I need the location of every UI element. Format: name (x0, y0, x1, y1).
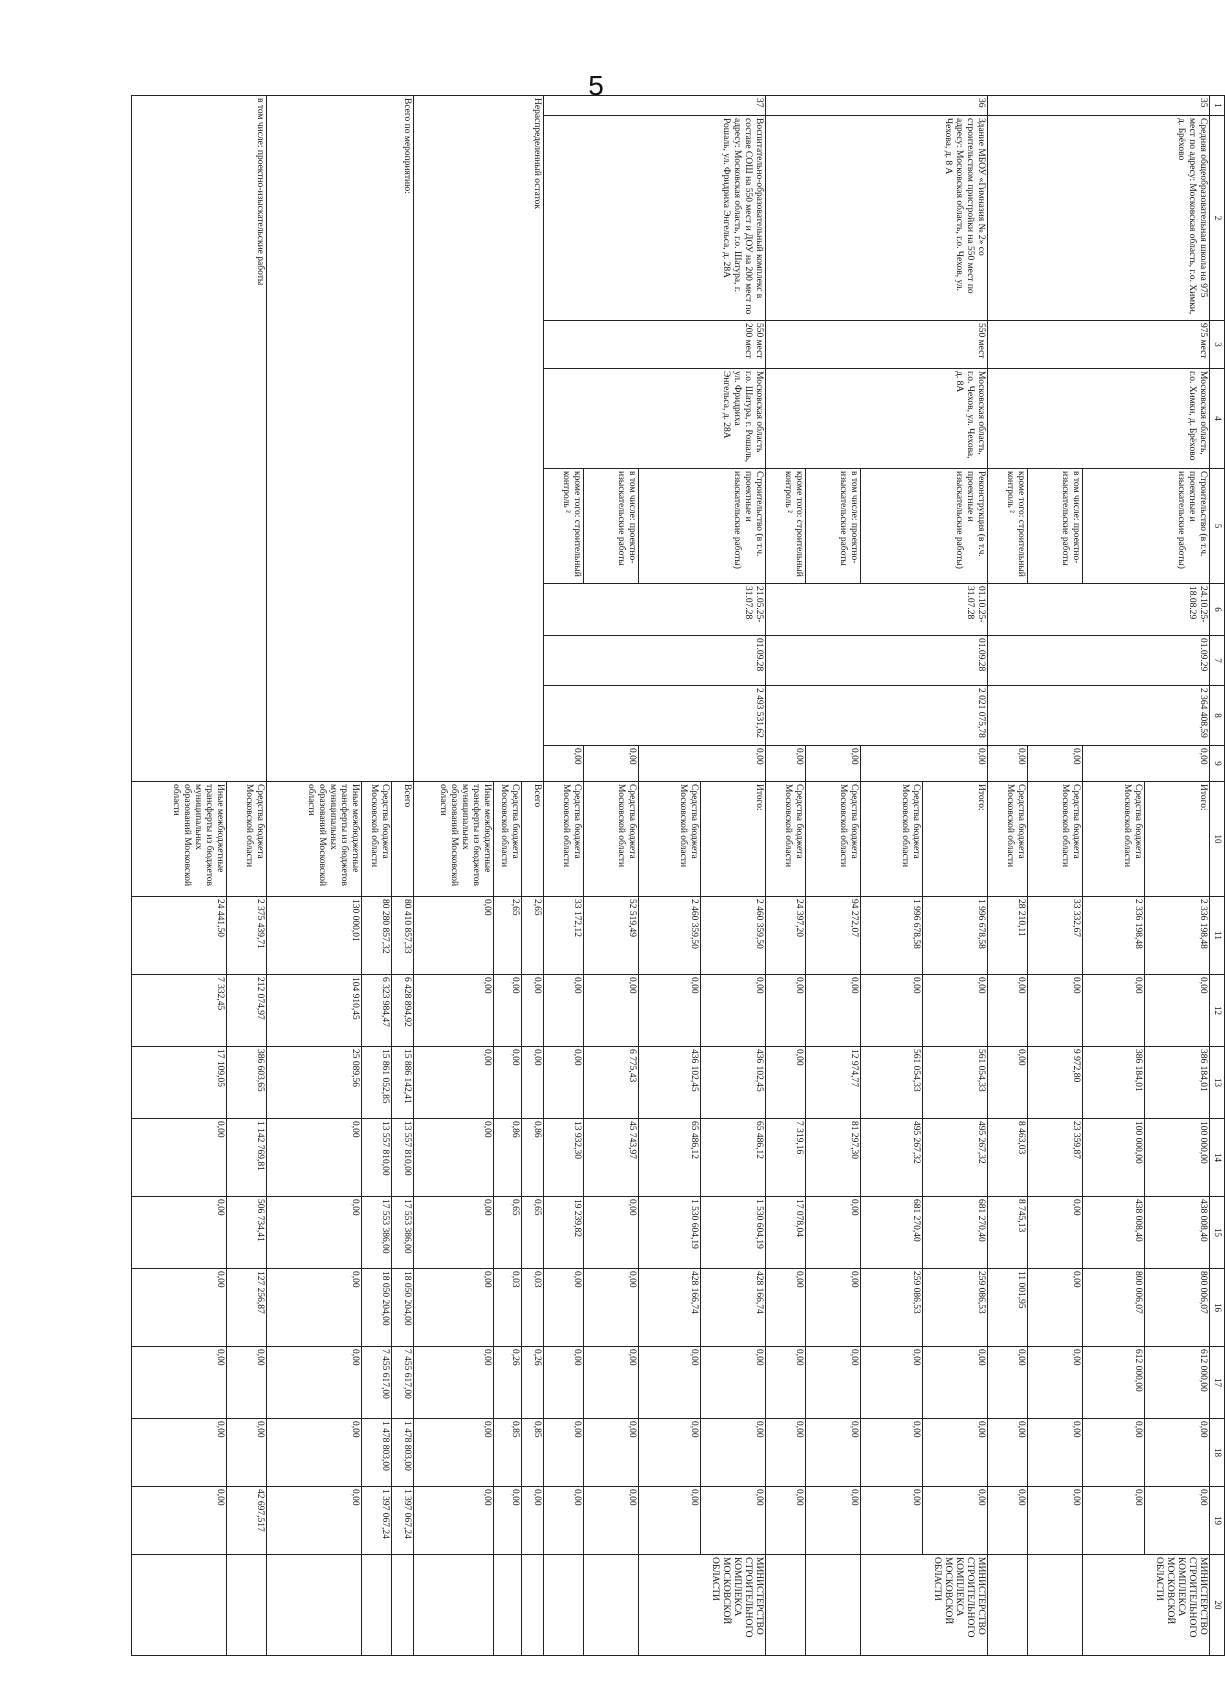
amount-cell: 0,65 (494, 1197, 522, 1269)
work-type: Реконструкция (в т.ч. проектные и изыскательские работы) (861, 469, 988, 584)
amount-cell: 0,00 (584, 1347, 639, 1419)
amount-cell: 0,00 (988, 1347, 1028, 1419)
funding-source: Средства бюджета Московской области (766, 782, 806, 897)
funding-source: Иные межбюджетные трансферты из бюджетов муниципальных образований Московской области (414, 782, 494, 897)
financed-amount: 0,00 (988, 746, 1028, 782)
amount-cell: 0,00 (132, 1269, 227, 1347)
amount-cell: 0,26 (522, 1347, 544, 1419)
amount-cell: 0,00 (494, 1487, 522, 1555)
amount-cell: 0,00 (806, 1487, 861, 1555)
amount-cell: 0,00 (766, 1487, 806, 1555)
amount-cell: 104 910,45 (267, 975, 362, 1047)
amount-cell: 6 775,43 (584, 1047, 639, 1119)
amount-cell: 2 336 198,48 (1145, 897, 1210, 975)
amount-cell: 24 441,50 (132, 897, 227, 975)
funding-source: Всего (522, 782, 544, 897)
funding-source: Средства бюджета Московской области (494, 782, 522, 897)
object-capacity: 550 мест 200 мест (544, 321, 766, 369)
amount-cell: 130 000,01 (267, 897, 362, 975)
empty-cell (392, 1555, 414, 1656)
amount-cell: 0,00 (988, 1487, 1028, 1555)
amount-cell: 28 210,11 (988, 897, 1028, 975)
financed-amount: 0,00 (861, 746, 988, 782)
amount-cell: 0,00 (494, 975, 522, 1047)
summary-row (522, 96, 544, 1656)
opening-date: 01.09.29 (988, 636, 1210, 686)
amount-cell: 19 239,82 (544, 1197, 584, 1269)
header-cell: 15 (1210, 1197, 1225, 1269)
amount-cell: 45 743,97 (584, 1119, 639, 1197)
amount-cell: 1 996 678,58 (923, 897, 988, 975)
header-cell: 5 (1210, 469, 1225, 584)
amount-cell: 0,00 (267, 1197, 362, 1269)
cost-limit: 2 493 531,62 (544, 686, 766, 746)
amount-cell: 0,00 (766, 1047, 806, 1119)
amount-cell: 127 256,87 (227, 1269, 267, 1347)
funding-source: Средства бюджета Московской области (861, 782, 923, 897)
amount-cell: 2 336 198,48 (1083, 897, 1145, 975)
work-type: кроме того: строительный контроль ² (988, 469, 1028, 584)
amount-cell: 0,00 (806, 1197, 861, 1269)
empty-cell (267, 1555, 362, 1656)
work-type: в том числе: проектно-изыскательские работы (806, 469, 861, 584)
amount-cell: 438 008,40 (1083, 1197, 1145, 1269)
amount-cell: 7 319,16 (766, 1119, 806, 1197)
amount-cell: 0,00 (267, 1419, 362, 1487)
object-number: 36 (766, 96, 988, 116)
object-address: Московская область г.о. Шатура, г. Рошаль, ул. Фридриха Энгельса, д. 28А (544, 369, 766, 469)
amount-cell: 7 455 617,00 (362, 1347, 392, 1419)
header-cell: 8 (1210, 686, 1225, 746)
amount-cell: 0,00 (861, 1419, 923, 1487)
amount-cell: 0,00 (806, 975, 861, 1047)
amount-cell: 436 102,45 (701, 1047, 766, 1119)
work-dates: 21.05.25-31.07.28 (544, 584, 766, 636)
empty-cell (522, 1555, 544, 1656)
header-cell: 18 (1210, 1419, 1225, 1487)
amount-cell: 386 184,01 (1145, 1047, 1210, 1119)
amount-cell: 1 397 067,24 (392, 1487, 414, 1555)
amount-cell: 0,00 (1028, 975, 1083, 1047)
amount-cell: 0,00 (414, 1269, 494, 1347)
financed-amount: 0,00 (1083, 746, 1210, 782)
amount-cell: 1 530 604,19 (639, 1197, 701, 1269)
amount-cell: 2 460 359,50 (701, 897, 766, 975)
amount-cell: 1 142 769,81 (227, 1119, 267, 1197)
rotated-page (171, 95, 1225, 1638)
funding-source: Средства бюджета Московской области (639, 782, 701, 897)
header-row (1210, 96, 1225, 1656)
funding-source: Средства бюджета Московской области (806, 782, 861, 897)
amount-cell: 17 553 386,00 (392, 1197, 414, 1269)
amount-cell: 0,00 (1028, 1269, 1083, 1347)
financed-amount: 0,00 (766, 746, 806, 782)
header-cell: 12 (1210, 975, 1225, 1047)
amount-cell: 0,00 (544, 1047, 584, 1119)
funding-source: Итого: (923, 782, 988, 897)
amount-cell: 52 519,49 (584, 897, 639, 975)
amount-cell: 0,00 (639, 975, 701, 1047)
amount-cell: 0,00 (522, 1047, 544, 1119)
financed-amount: 0,00 (806, 746, 861, 782)
amount-cell: 9 972,80 (1028, 1047, 1083, 1119)
amount-cell: 2 460 359,50 (639, 897, 701, 975)
amount-cell: 0,00 (701, 1347, 766, 1419)
amount-cell: 0,00 (861, 975, 923, 1047)
amount-cell: 0,85 (494, 1419, 522, 1487)
funding-source: Итого: (1145, 782, 1210, 897)
amount-cell: 0,00 (861, 1487, 923, 1555)
amount-cell: 2,65 (494, 897, 522, 975)
amount-cell: 0,00 (414, 975, 494, 1047)
amount-cell: 0,00 (267, 1269, 362, 1347)
amount-cell: 33 332,67 (1028, 897, 1083, 975)
work-type: Строительство (в т.ч. проектные и изыскательские работы) (1083, 469, 1210, 584)
work-type: кроме того: строительный контроль ² (766, 469, 806, 584)
funding-source: Средства бюджета Московской области (227, 782, 267, 897)
object-name: Воспитательно-образовательный комплекс в составе СОШ на 550 мест и ДОУ на 200 мест по адресу: Московская область, г.о. Шатура, г. Рошаль, ул. Фридриха Энгельса, д. 28А (544, 116, 766, 321)
amount-cell: 386 603,65 (227, 1047, 267, 1119)
header-cell: 4 (1210, 369, 1225, 469)
object-address: Московская область, г.о. Химки, д. Брёхово (988, 369, 1210, 469)
summary-row (392, 96, 414, 1656)
funding-source: Иные межбюджетные трансферты из бюджетов муниципальных образований Московской области (267, 782, 362, 897)
amount-cell: 42 697,517 (227, 1487, 267, 1555)
funding-source: Итого: (701, 782, 766, 897)
amount-cell: 11 001,95 (988, 1269, 1028, 1347)
amount-cell: 438 008,40 (1145, 1197, 1210, 1269)
amount-cell: 1 478 803,00 (392, 1419, 414, 1487)
amount-cell: 0,00 (584, 1419, 639, 1487)
responsible-ministry: МИНИСТЕРСТВО СТРОИТЕЛЬНОГО КОМПЛЕКСА МОСКОВСКОЙ ОБЛАСТИ (1083, 1555, 1210, 1656)
amount-cell: 0,00 (522, 975, 544, 1047)
table-row (923, 96, 988, 1656)
funding-source: Иные межбюджетные трансферты из бюджетов муниципальных образований Московской области (132, 782, 227, 897)
table-row (701, 96, 766, 1656)
header-cell: 2 (1210, 116, 1225, 321)
amount-cell: 18 050 204,00 (362, 1269, 392, 1347)
funding-source: Средства бюджета Московской области (544, 782, 584, 897)
amount-cell: 0,00 (414, 897, 494, 975)
empty-cell (584, 1555, 639, 1656)
amount-cell: 0,00 (584, 1197, 639, 1269)
budget-table (131, 95, 1225, 1656)
funding-source: Всего (392, 782, 414, 897)
funding-source: Средства бюджета Московской области (988, 782, 1028, 897)
amount-cell: 800 006,07 (1083, 1269, 1145, 1347)
amount-cell: 0,00 (1083, 975, 1145, 1047)
work-dates: 01.10.25-31.07.28 (766, 584, 988, 636)
amount-cell: 436 102,45 (639, 1047, 701, 1119)
amount-cell: 0,00 (639, 1347, 701, 1419)
amount-cell: 17 078,04 (766, 1197, 806, 1269)
amount-cell: 428 166,74 (639, 1269, 701, 1347)
amount-cell: 0,00 (1028, 1487, 1083, 1555)
amount-cell: 259 086,53 (861, 1269, 923, 1347)
amount-cell: 0,00 (806, 1269, 861, 1347)
cost-limit: 2 021 075,78 (766, 686, 988, 746)
amount-cell: 0,00 (639, 1419, 701, 1487)
amount-cell: 386 184,01 (1083, 1047, 1145, 1119)
header-cell: 9 (1210, 746, 1225, 782)
amount-cell: 6 428 894,92 (392, 975, 414, 1047)
amount-cell: 0,00 (988, 1047, 1028, 1119)
amount-cell: 1 478 803,00 (362, 1419, 392, 1487)
summary-label: в том числе: проектно-изыскательские работы (132, 96, 267, 782)
opening-date: 01.09.28 (766, 636, 988, 686)
amount-cell: 0,00 (132, 1119, 227, 1197)
header-cell: 1 (1210, 96, 1225, 116)
amount-cell: 0,00 (494, 1047, 522, 1119)
header-cell: 6 (1210, 584, 1225, 636)
empty-cell (766, 1555, 806, 1656)
amount-cell: 0,00 (132, 1487, 227, 1555)
amount-cell: 0,00 (1028, 1347, 1083, 1419)
amount-cell: 15 886 142,41 (392, 1047, 414, 1119)
amount-cell: 612 000,00 (1083, 1347, 1145, 1419)
amount-cell: 495 267,32 (923, 1119, 988, 1197)
amount-cell: 0,00 (584, 1487, 639, 1555)
amount-cell: 0,00 (132, 1419, 227, 1487)
amount-cell: 0,00 (544, 1347, 584, 1419)
financed-amount: 0,00 (1028, 746, 1083, 782)
amount-cell: 23 359,87 (1028, 1119, 1083, 1197)
amount-cell: 1 530 604,19 (701, 1197, 766, 1269)
amount-cell: 506 734,41 (227, 1197, 267, 1269)
amount-cell: 13 557 810,00 (392, 1119, 414, 1197)
amount-cell: 0,00 (806, 1347, 861, 1419)
amount-cell: 15 861 052,85 (362, 1047, 392, 1119)
amount-cell: 65 486,12 (701, 1119, 766, 1197)
header-cell: 11 (1210, 897, 1225, 975)
amount-cell: 0,00 (701, 975, 766, 1047)
amount-cell: 7 332,45 (132, 975, 227, 1047)
amount-cell: 33 172,12 (544, 897, 584, 975)
amount-cell: 13 932,30 (544, 1119, 584, 1197)
table-body (132, 96, 1225, 1656)
amount-cell: 0,00 (414, 1419, 494, 1487)
page-number: 5 (588, 70, 604, 101)
amount-cell: 0,00 (766, 1347, 806, 1419)
amount-cell: 0,86 (494, 1119, 522, 1197)
amount-cell: 6 323 984,47 (362, 975, 392, 1047)
amount-cell: 94 272,07 (806, 897, 861, 975)
amount-cell: 0,00 (1145, 1419, 1210, 1487)
amount-cell: 25 089,56 (267, 1047, 362, 1119)
amount-cell: 0,00 (861, 1347, 923, 1419)
object-number: 35 (988, 96, 1210, 116)
table-row (1145, 96, 1210, 1656)
amount-cell: 12 974,77 (806, 1047, 861, 1119)
amount-cell: 100 000,00 (1145, 1119, 1210, 1197)
empty-cell (806, 1555, 861, 1656)
empty-cell (1028, 1555, 1083, 1656)
amount-cell: 561 054,33 (861, 1047, 923, 1119)
responsible-ministry: МИНИСТЕРСТВО СТРОИТЕЛЬНОГО КОМПЛЕКСА МОСКОВСКОЙ ОБЛАСТИ (861, 1555, 988, 1656)
object-name: Средняя общеобразовательная школа на 975 мест по адресу: Московская область, г.о. Химки, д. Брёхово (988, 116, 1210, 321)
work-type: кроме того: строительный контроль ² (544, 469, 584, 584)
amount-cell: 0,00 (923, 975, 988, 1047)
header-cell: 17 (1210, 1347, 1225, 1419)
work-type: Строительство (в т.ч. проектные и изыскательские работы) (639, 469, 766, 584)
summary-label: Нераспределенный остаток (414, 96, 544, 782)
empty-cell (227, 1555, 267, 1656)
amount-cell: 100 000,00 (1083, 1119, 1145, 1197)
object-address: Московская область, г.о. Чехов, ул. Чехова, д. 8А (766, 369, 988, 469)
amount-cell: 428 166,74 (701, 1269, 766, 1347)
amount-cell: 561 054,33 (923, 1047, 988, 1119)
financed-amount: 0,00 (584, 746, 639, 782)
amount-cell: 0,65 (522, 1197, 544, 1269)
amount-cell: 80 280 857,32 (362, 897, 392, 975)
empty-cell (132, 1555, 227, 1656)
amount-cell: 0,00 (414, 1197, 494, 1269)
amount-cell: 2 375 439,71 (227, 897, 267, 975)
amount-cell: 0,00 (227, 1419, 267, 1487)
header-cell: 20 (1210, 1555, 1225, 1656)
object-name: Здание МБОУ «Гимназия № 2» со строительством пристройки на 550 мест по адресу: Московская область, г.о. Чехов, ул. Чехова, д. 8 А (766, 116, 988, 321)
amount-cell: 0,00 (267, 1119, 362, 1197)
amount-cell: 13 557 810,00 (362, 1119, 392, 1197)
amount-cell: 0,00 (544, 975, 584, 1047)
amount-cell: 495 267,32 (861, 1119, 923, 1197)
header-cell: 14 (1210, 1119, 1225, 1197)
empty-cell (988, 1555, 1028, 1656)
amount-cell: 612 000,00 (1145, 1347, 1210, 1419)
amount-cell: 0,00 (806, 1419, 861, 1487)
header-cell: 19 (1210, 1487, 1225, 1555)
amount-cell: 0,00 (766, 1419, 806, 1487)
responsible-ministry: МИНИСТЕРСТВО СТРОИТЕЛЬНОГО КОМПЛЕКСА МОСКОВСКОЙ ОБЛАСТИ (639, 1555, 766, 1656)
amount-cell: 0,03 (494, 1269, 522, 1347)
amount-cell: 0,86 (522, 1119, 544, 1197)
object-capacity: 975 мест (988, 321, 1210, 369)
work-dates: 24.10.25-18.08.29 (988, 584, 1210, 636)
amount-cell: 81 297,30 (806, 1119, 861, 1197)
work-type: в том числе: проектно-изыскательские работы (1028, 469, 1083, 584)
amount-cell: 0,03 (522, 1269, 544, 1347)
amount-cell: 24 397,20 (766, 897, 806, 975)
funding-source: Средства бюджета Московской области (1083, 782, 1145, 897)
header-cell: 13 (1210, 1047, 1225, 1119)
header-cell: 16 (1210, 1269, 1225, 1347)
amount-cell: 681 270,40 (923, 1197, 988, 1269)
amount-cell: 0,00 (414, 1047, 494, 1119)
empty-cell (414, 1555, 494, 1656)
object-capacity: 550 мест (766, 321, 988, 369)
amount-cell: 8 463,03 (988, 1119, 1028, 1197)
amount-cell: 0,00 (584, 975, 639, 1047)
amount-cell: 0,00 (414, 1347, 494, 1419)
amount-cell: 0,00 (701, 1419, 766, 1487)
amount-cell: 212 074,97 (227, 975, 267, 1047)
amount-cell: 0,00 (1083, 1419, 1145, 1487)
summary-label: Всего по мероприятию: (267, 96, 414, 782)
amount-cell: 0,00 (1145, 1487, 1210, 1555)
funding-source: Средства бюджета Московской области (584, 782, 639, 897)
amount-cell: 1 996 678,58 (861, 897, 923, 975)
amount-cell: 80 410 857,33 (392, 897, 414, 975)
amount-cell: 0,00 (923, 1419, 988, 1487)
header-cell: 7 (1210, 636, 1225, 686)
financed-amount: 0,00 (544, 746, 584, 782)
empty-cell (494, 1555, 522, 1656)
amount-cell: 0,00 (1145, 975, 1210, 1047)
summary-row (227, 96, 267, 1656)
header-cell: 3 (1210, 321, 1225, 369)
amount-cell: 0,00 (1028, 1419, 1083, 1487)
amount-cell: 0,85 (522, 1419, 544, 1487)
amount-cell: 0,00 (132, 1197, 227, 1269)
work-type: в том числе: проектно-изыскательские работы (584, 469, 639, 584)
amount-cell: 0,00 (227, 1347, 267, 1419)
empty-cell (544, 1555, 584, 1656)
amount-cell: 0,00 (988, 1419, 1028, 1487)
amount-cell: 17 553 386,00 (362, 1197, 392, 1269)
financed-amount: 0,00 (639, 746, 766, 782)
opening-date: 01.09.28 (544, 636, 766, 686)
amount-cell: 0,00 (414, 1119, 494, 1197)
amount-cell: 0,00 (1083, 1487, 1145, 1555)
amount-cell: 8 745,13 (988, 1197, 1028, 1269)
amount-cell: 800 006,07 (1145, 1269, 1210, 1347)
amount-cell: 1 397 067,24 (362, 1487, 392, 1555)
funding-source: Средства бюджета Московской области (1028, 782, 1083, 897)
amount-cell: 0,00 (544, 1419, 584, 1487)
amount-cell: 259 086,53 (923, 1269, 988, 1347)
empty-cell (362, 1555, 392, 1656)
amount-cell: 0,00 (544, 1269, 584, 1347)
amount-cell: 0,00 (584, 1269, 639, 1347)
amount-cell: 2,65 (522, 897, 544, 975)
amount-cell: 0,00 (766, 1269, 806, 1347)
amount-cell: 0,00 (522, 1487, 544, 1555)
amount-cell: 18 050 204,00 (392, 1269, 414, 1347)
amount-cell: 0,00 (766, 975, 806, 1047)
amount-cell: 0,00 (267, 1347, 362, 1419)
amount-cell: 7 455 617,00 (392, 1347, 414, 1419)
amount-cell: 65 486,12 (639, 1119, 701, 1197)
amount-cell: 0,26 (494, 1347, 522, 1419)
amount-cell: 681 270,40 (861, 1197, 923, 1269)
amount-cell: 0,00 (414, 1487, 494, 1555)
funding-source: Средства бюджета Московской области (362, 782, 392, 897)
amount-cell: 0,00 (988, 975, 1028, 1047)
amount-cell: 0,00 (267, 1487, 362, 1555)
amount-cell: 0,00 (1028, 1197, 1083, 1269)
amount-cell: 0,00 (544, 1487, 584, 1555)
amount-cell: 0,00 (701, 1487, 766, 1555)
amount-cell: 17 109,05 (132, 1047, 227, 1119)
amount-cell: 0,00 (923, 1347, 988, 1419)
amount-cell: 0,00 (639, 1487, 701, 1555)
header-cell: 10 (1210, 782, 1225, 897)
amount-cell: 0,00 (923, 1487, 988, 1555)
object-number: 37 (544, 96, 766, 116)
amount-cell: 0,00 (132, 1347, 227, 1419)
cost-limit: 2 364 408,59 (988, 686, 1210, 746)
